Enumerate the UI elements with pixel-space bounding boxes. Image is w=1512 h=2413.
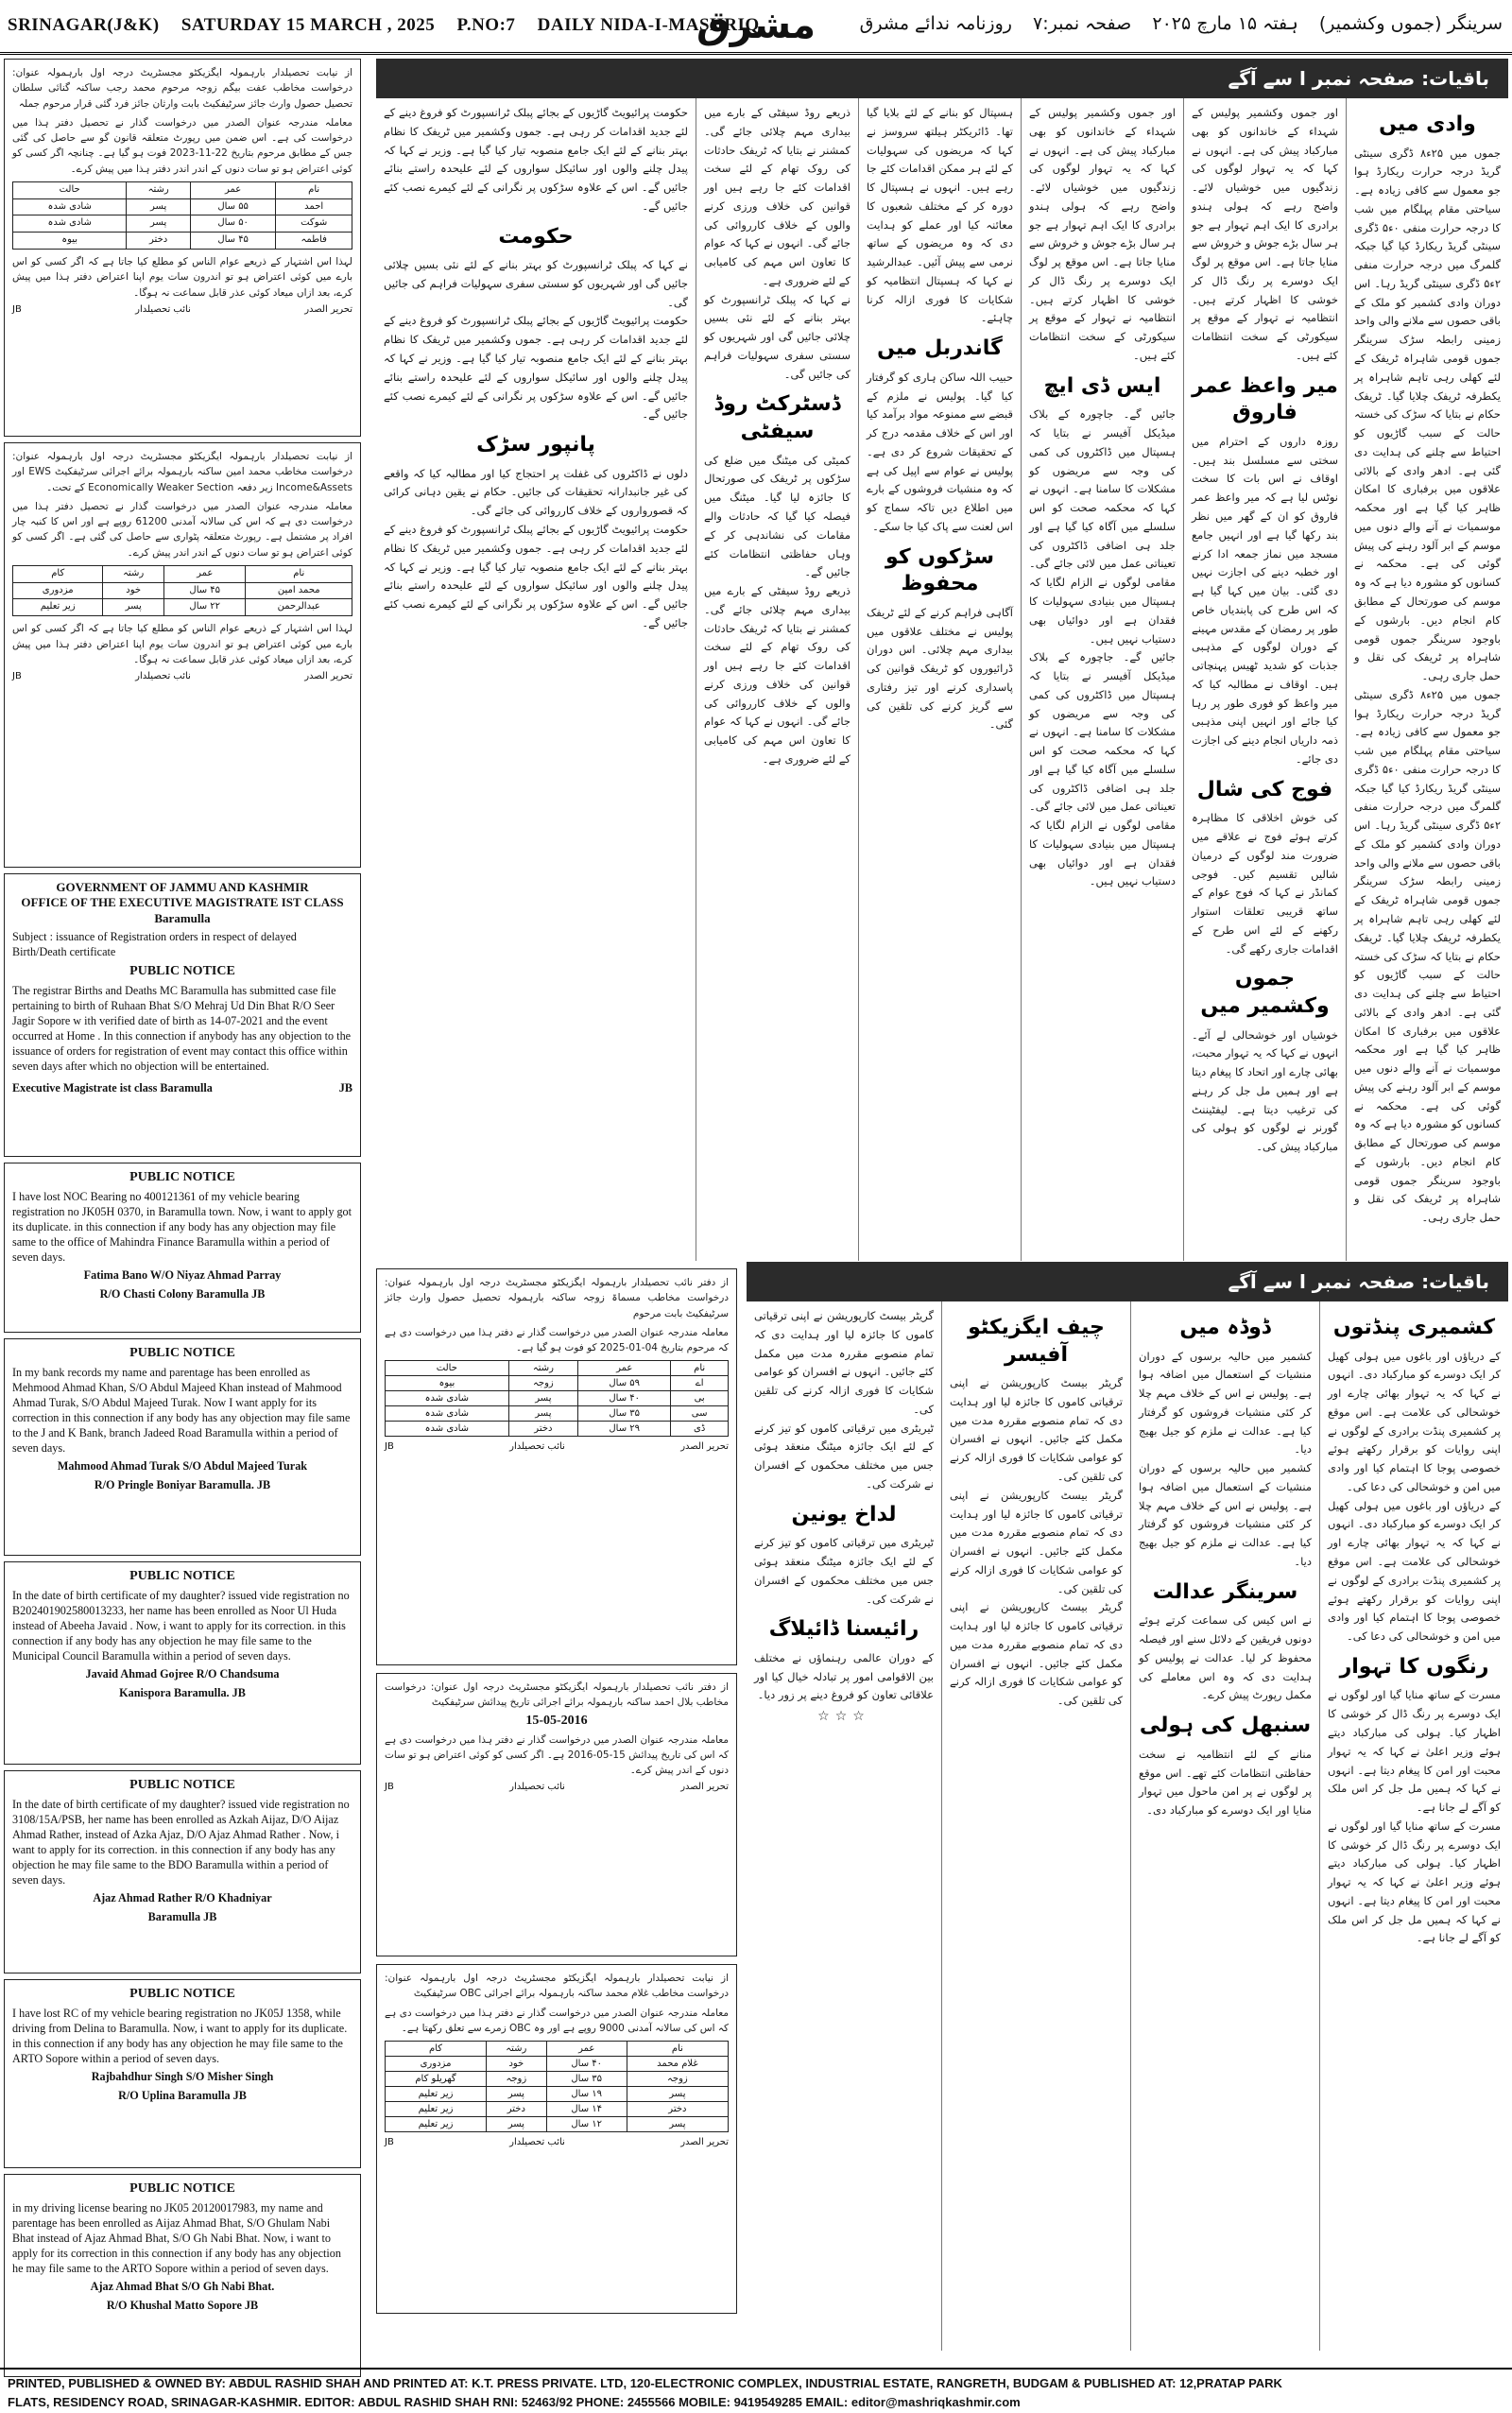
date: SATURDAY 15 MARCH , 2025 <box>180 15 436 35</box>
masthead-right-page: صفحہ نمبر:۷ <box>1033 13 1132 34</box>
table-cell: بی <box>671 1391 729 1406</box>
headline: جموں وکشمیر میں <box>1200 967 1330 1018</box>
table-cell: دختر <box>487 2102 547 2117</box>
table-cell: ۳۵ سال <box>578 1406 671 1422</box>
table-cell: خود <box>487 2057 547 2072</box>
sign-text: تحریر الصدر <box>680 1441 729 1453</box>
paper-name: DAILY NIDA-I-MASHRIQ <box>537 15 760 35</box>
article-text: ٹیریٹری میں ترقیاتی کاموں کو تیز کرنے کے لئے ایک جائزہ میٹنگ منعقد ہوئی جس میں مختلف محکموں کے افسران نے شرکت کی۔ <box>754 1421 934 1491</box>
notice-signature: Ajaz Ahmad Rather R/O Khadniyar <box>93 1891 272 1905</box>
mid-banner: باقیات: صفحہ نمبر ا سے آگے <box>747 1262 1508 1301</box>
table-cell: زیر تعلیم <box>386 2117 487 2132</box>
gov-signature <box>12 1077 352 1096</box>
table-cell: ۱۹ سال <box>546 2087 627 2102</box>
table-cell: زوجہ <box>627 2072 728 2087</box>
article-text: کشمیر میں حالیہ برسوں کے دوران منشیات کے استعمال میں اضافہ ہوا ہے۔ پولیس نے اس کے خلاف مہم چلا کر کئی منشیات فروشوں کو گرفتار کیا ہے۔ عدالت نے ملزم کو جیل بھیج دیا۔ <box>1139 1461 1312 1569</box>
table-row <box>386 2117 729 2132</box>
headline: ڈسٹرکٹ روڈ سیفٹی <box>713 392 841 444</box>
headline: لداخ یونین <box>791 1502 897 1526</box>
headline: چیف ایگزیکٹو آفیسر <box>968 1316 1105 1367</box>
article-text: حبیب اللہ ساکن ہاری کو گرفتار کیا گیا۔ پولیس نے ملزم کے قبضے سے ممنوعہ مواد برآمد کیا اور اس کے خلاف مقدمہ درج کر کے تحقیقات شروع کر دی ہے۔ پولیس نے عوام سے اپیل کی ہے کہ وہ منشیات فروشوں کے بارے میں اطلاع دیں تاکہ سماج کو اس لعنت سے پاک کیا جا سکے۔ <box>867 370 1013 533</box>
classified-notice <box>376 1673 737 1956</box>
table-cell: نام <box>276 181 352 198</box>
table-cell: احمد <box>276 198 352 215</box>
article-text: نے کہا کہ پبلک ٹرانسپورٹ کو بہتر بنانے کے لئے نئی بسیں چلائی جائیں گی اور شہریوں کو سستی سفری سہولیات فراہم کی جائیں گی۔ <box>704 292 850 381</box>
article-text: کشمیر میں حالیہ برسوں کے دوران منشیات کے استعمال میں اضافہ ہوا ہے۔ پولیس نے اس کے خلاف مہم چلا کر کئی منشیات فروشوں کو گرفتار کیا ہے۔ عدالت نے ملزم کو جیل بھیج دیا۔ <box>1139 1349 1312 1456</box>
article-text: گریٹر بیسٹ کارپوریشن نے اپنی ترقیاتی کاموں کا جائزہ لیا اور ہدایت دی کہ تمام منصوبے مقررہ مدت میں مکمل کئے جائیں۔ انہوں نے افسران کو عوامی شکایات کا فوری ازالہ کرنے کی تلقین کی۔ <box>950 1600 1123 1708</box>
public-notice <box>4 2174 361 2377</box>
article-text: کے دریاؤں اور باغوں میں ہولی کھیل کر ایک دوسرے کو مبارکباد دی۔ انہوں نے کہا کہ یہ تہوار بھائی چارے اور خوشحالی کی علامت ہے۔ اس موقع پر کشمیری پنڈت برادری کے لوگوں نے اپنی روایات کو برقرار رکھتے ہوئے خصوصی پوجا کا اہتمام کیا اور وادی میں امن و خوشحالی کی دعا کی۔ <box>1328 1498 1501 1644</box>
article-text: ٹیریٹری میں ترقیاتی کاموں کو تیز کرنے کے لئے ایک جائزہ میٹنگ منعقد ہوئی جس میں مختلف محکموں کے افسران نے شرکت کی۔ <box>754 1536 934 1606</box>
table-cell: محمد امین <box>246 582 352 599</box>
notice-signature: Baramulla JB <box>147 1910 217 1924</box>
top-column-2 <box>1183 98 1346 1261</box>
classified-notice <box>376 1268 737 1665</box>
table-row <box>386 2057 729 2072</box>
notice-text: از نیابت تحصیلدار بارہمولہ ایگزیکٹو مجسٹریٹ درجہ اول بارہمولہ عنوان: درخواست مخاطب غلام محمد ساکنہ بارہمولہ برائے اجرائی OBC سرٹیفکیٹ <box>385 1973 729 2000</box>
sign-title: نائب تحصیلدار <box>135 303 191 315</box>
masthead-right-city: سرینگر (جموں وکشمیر) <box>1318 13 1503 34</box>
gov-line2: OFFICE OF THE EXECUTIVE MAGISTRATE IST CLASS Baramulla <box>21 895 344 925</box>
headline: سرینگر عدالت <box>1152 1579 1298 1604</box>
notice-text: از دفتر نائب تحصیلدار بارہمولہ ایگزیکٹو مجسٹریٹ درجہ اول بارہمولہ عنوان: درخواست مخاطب مسماۃ زوجہ ساکنہ بارہمولہ تحصیل حصول وارث جائز سرٹیفکیٹ بابت مرحوم <box>385 1277 729 1319</box>
notice-body: I have lost NOC Bearing no 400121361 of my vehicle bearing registration no JK05H 0370, in Baramulla town. Now, i want to apply got its duplicate. in this connection if any body has any objection may file same to the office of Mahindra Finance Baramulla within a period of seven days. <box>12 1189 352 1265</box>
article-text: حکومت پرائیویٹ گاڑیوں کے بجائے پبلک ٹرانسپورٹ کو فروغ دینے کے لئے جدید اقدامات کر رہی ہے۔ جموں وکشمیر میں ٹریفک کا نظام بہتر بنانے کے لئے ایک جامع منصوبہ تیار کیا گیا ہے۔ وزیر نے کہا کہ پیدل چلنے والوں اور سائیکل سواروں کے لئے علیحدہ راستے بنائے جائیں گے۔ اس کے علاوہ سڑکوں پر نگرانی کے لئے کیمرے نصب کئے جائیں گے۔ <box>384 314 688 422</box>
table-cell: حالت <box>13 181 127 198</box>
table-cell: خود <box>103 582 164 599</box>
table-cell: عمر <box>546 2042 627 2057</box>
notice-title: PUBLIC NOTICE <box>129 1569 235 1583</box>
article-text: ہسپتال کو بنانے کے لئے بلایا گیا تھا۔ ڈائریکٹر ہیلتھ سروسز نے کہا کہ مریضوں کی سہولیات کے لئے ہر ممکن اقدامات کئے جا رہے ہیں۔ انہوں نے ہسپتال کا دورہ کر کے مختلف شعبوں کا معائنہ کیا اور عملے کو ہدایت دی کہ وہ مریضوں کے ساتھ نرمی سے پیش آئیں۔ عبدالرشید نے کہا کہ ہسپتال انتظامیہ کو شکایات کا فوری ازالہ کرنا چاہئے۔ <box>867 106 1013 325</box>
masthead <box>0 0 1512 55</box>
article-text: آگاہی فراہم کرنے کے لئے ٹریفک پولیس نے مختلف علاقوں میں بیداری مہم چلائی۔ اس دوران ڈرائیوروں کو ٹریفک قوانین کی پاسداری کرنے اور تیز رفتاری سے گریز کرنے کی تلقین کی گئی۔ <box>867 605 1013 732</box>
article-text: حکومت پرائیویٹ گاڑیوں کے بجائے پبلک ٹرانسپورٹ کو فروغ دینے کے لئے جدید اقدامات کر رہی ہے۔ جموں وکشمیر میں ٹریفک کا نظام بہتر بنانے کے لئے ایک جامع منصوبہ تیار کیا گیا ہے۔ وزیر نے کہا کہ پیدل چلنے والوں اور سائیکل سواروں کے لئے علیحدہ راستے بنائے جائیں گے۔ اس کے علاوہ سڑکوں پر نگرانی کے لئے کیمرے نصب کئے جائیں گے۔ <box>384 522 688 629</box>
table-row <box>13 582 352 599</box>
table-cell: پسر <box>627 2087 728 2102</box>
notice-signature: R/O Khushal Matto Sopore JB <box>106 2299 259 2313</box>
sign-text: تحریر الصدر <box>680 2137 729 2148</box>
table-row <box>386 1406 729 1422</box>
top-column-3 <box>1021 98 1183 1261</box>
mid-column-4 <box>747 1301 941 2351</box>
notice-text: از نیابت تحصیلدار بارہمولہ ایگزیکٹو مجسٹریٹ درجہ اول بارہمولہ عنوان: درخواست مخاطب عفت بیگم زوجہ مرحوم محمد رجب ساکنہ گنائی سلطان تحصیل حصول وارث جائز سرٹیفکیٹ بابت وارثان جائز فرد گئی قرار مرحوم جملہ <box>12 67 352 110</box>
article-text: اور جموں وکشمیر پولیس کے شہداء کے خاندانوں کو بھی مبارکباد پیش کی ہے۔ انہوں نے کہا کہ یہ تہوار لوگوں کی زندگیوں میں خوشیاں لائے۔ واضح رہے کہ ہولی ہندو برادری کا ایک اہم تہوار ہے جو ہر سال بڑے جوش و خروش سے منایا جاتا ہے۔ اس موقع پر لوگ ایک دوسرے پر رنگ ڈال کر خوشی کا اظہار کرتے ہیں۔ انتظامیہ نے تہوار کے موقع پر سیکورٹی کے سخت انتظامات کئے ہیں۔ <box>1029 106 1176 362</box>
footer-line1: PRINTED, PUBLISHED & OWNED BY: ABDUL RASHID SHAH AND PRINTED AT: K.T. PRESS PRIVATE. LTD, 120-ELECTRONIC COMPLEX, INDUSTRIAL ESTATE, RANGRETH, BUDGAM & PUBLISHED AT: 12,PRATAP PARK <box>8 2376 1282 2390</box>
notice-signature: R/O Pringle Boniyar Baramulla. JB <box>94 1478 271 1492</box>
signature-row <box>385 2137 729 2147</box>
article-text: اور جموں وکشمیر پولیس کے شہداء کے خاندانوں کو بھی مبارکباد پیش کی ہے۔ انہوں نے کہا کہ یہ تہوار لوگوں کی زندگیوں میں خوشیاں لائے۔ واضح رہے کہ ہولی ہندو برادری کا ایک اہم تہوار ہے جو ہر سال بڑے جوش و خروش سے منایا جاتا ہے۔ اس موقع پر لوگ ایک دوسرے پر رنگ ڈال کر خوشی کا اظہار کرتے ہیں۔ انتظامیہ نے تہوار کے موقع پر سیکورٹی کے سخت انتظامات کئے ہیں۔ <box>1192 106 1338 362</box>
heirs-table <box>12 181 352 250</box>
notice-title: PUBLIC NOTICE <box>129 2181 235 2196</box>
mid-column-1 <box>1319 1301 1508 2351</box>
headline: رنگوں کا تہوار <box>1339 1654 1489 1679</box>
table-cell: پسر <box>508 1391 577 1406</box>
table-cell: ۴۵ سال <box>190 233 275 250</box>
table-row <box>13 565 352 582</box>
notice-text: معاملہ مندرجہ عنوان الصدر میں درخواست گذار نے دفتر ہذا میں درخواست دی ہے کہ اس کی تاریخ پیدائش 15-05-2016 ہے۔ اگر کسی کو کوئی اعتراض ہو تو سات دنوں کے اندر پیش کرے۔ <box>385 1733 730 1777</box>
table-cell: عمر <box>164 565 246 582</box>
notice-body: in my driving license bearing no JK05 20120017983, my name and parentage has been enrolled as Aijaz Ahmad Bhat, S/O Ghulam Nabi Bhat instead of Ajaz Ahmad Bhat, S/O Gh Nabi Bhat. Now, i want to apply for its correction in this connection if any body has any objection he may file same to the ARTO Sopore within a period of seven days. <box>12 2200 341 2276</box>
family-table <box>12 565 352 616</box>
notice-text: از دفتر نائب تحصیلدار بارہمولہ ایگزیکٹو مجسٹریٹ درجہ اول عنوان: درخواست مخاطب بلال احمد ساکنہ بارہمولہ برائے اجرائی تاریخ پیدائش سرٹیفکیٹ <box>385 1681 729 1709</box>
table-cell: غلام محمد <box>627 2057 728 2072</box>
mid-content <box>747 1262 1508 2351</box>
top-column-5 <box>696 98 858 1261</box>
article-text: دلوں نے ڈاکٹروں کی غفلت پر احتجاج کیا اور مطالبہ کیا کہ واقعے کی غیر جانبدارانہ تحقیقات کی جائیں۔ حکام نے یقین دہانی کرائی کہ قصورواروں کے خلاف کارروائی کی جائے گی۔ <box>384 466 688 518</box>
headline: ڈوڈہ میں <box>1179 1316 1271 1339</box>
table-cell: پسر <box>508 1406 577 1422</box>
article-text: منانے کے لئے انتظامیہ نے سخت حفاظتی انتظامات کئے تھے۔ اس موقع پر لوگوں نے پر امن ماحول میں تہوار منایا اور ایک دوسرے کو مبارکباد دی۔ <box>1139 1747 1312 1818</box>
table-cell: رشتہ <box>487 2042 547 2057</box>
sign-text: JB <box>385 2137 394 2148</box>
article-text: جموں میں ۲۵ء۸ ڈگری سینٹی گریڈ درجہ حرارت ریکارڈ ہوا جو معمول سے کافی زیادہ ہے۔ سیاحتی مقام پہلگام میں شب کا درجہ حرارت منفی ۰ء۵ ڈگری سینٹی گریڈ ریکارڈ کیا گیا جبکہ گلمرگ میں درجہ حرارت منفی ۲ء۵ ڈگری سینٹی گریڈ رہا۔ اس دوران وادی کشمیر کو ملک کے باقی حصوں سے ملانے والی واحد زمینی رابطہ سڑک سرینگر جموں قومی شاہراہ ٹریفک کے لئے کھلی رہی تاہم شاہراہ پر یکطرفہ ٹریفک چلایا گیا۔ ٹریفک حکام نے بتایا کہ سڑک کی خستہ حالت کے سبب گاڑیوں کو احتیاط سے چلنے کی ہدایت دی گئی ہے۔ ادھر وادی کے بالائی علاقوں میں برفباری کا امکان ظاہر کیا گیا ہے اور محکمہ موسمیات نے آنے والے دنوں میں موسم کے ابر آلود رہنے کی پیش گوئی کی ہے۔ محکمہ نے کسانوں کو مشورہ دیا ہے کہ وہ موسم کی صورتحال کے مطابق کام انجام دیں۔ بارشوں کے باوجود سرینگر جموں قومی شاہراہ پر ٹریفک کی نقل و حمل جاری رہی۔ <box>1354 687 1502 1225</box>
notice-text: معاملہ مندرجہ عنوان الصدر میں درخواست گذار نے تحصیل دفتر ہذا میں درخواست دی ہے کہ اس کی سالانہ آمدنی 61200 روپے ہے اور اس کا کنبہ چار افراد پر مشتمل ہے۔ رپورٹ متعلقہ پٹواری سے حاصل کی گئی ہے۔ اگر کسی کو کوئی اعتراض ہو تو سات دنوں کے اندر اندر پیش کرے۔ <box>12 500 352 559</box>
gov-line1: GOVERNMENT OF JAMMU AND KASHMIR <box>56 880 309 894</box>
headline: گاندربل میں <box>877 336 1003 361</box>
sign-text: نائب تحصیلدار <box>509 2137 565 2148</box>
headline: سنبھل کی ہولی <box>1139 1714 1312 1738</box>
top-banner: باقیات: صفحہ نمبر ا سے آگے <box>376 59 1508 98</box>
table-cell: پسر <box>103 599 164 616</box>
notice-text: معاملہ مندرجہ عنوان الصدر میں درخواست گذار نے تحصیل دفتر ہذا میں درخواست کی ہے۔ اس ضمن میں رپورٹ متعلقہ قانون گو سے حاصل کی گئی جس کے مطابق مرحوم بتاریخ 22-11-2023 فوت ہو گیا ہے۔ چنانچہ اگر کسی کو کوئی اعتراض ہو تو سات دنوں کے اندر اندر دفتر ہذا میں پیش کرے۔ <box>12 116 352 175</box>
article-text: کے دوران عالمی رہنماؤں نے مختلف بین الاقوامی امور پر تبادلہ خیال کیا اور علاقائی تعاون کو فروغ دینے پر زور دیا۔ <box>754 1650 934 1702</box>
gov-body: The registrar Births and Deaths MC Baramulla has submitted case file pertaining to birth of Ruhaan Bhat S/O Mehraj Ud Din Bhat R/O Seer Jagir Sopore w ith verified date of birth as 14-07-2021 and the event occurred at Home . In this connection if anybody has any objection to the issuance of orders for registration of event may contact this office within seven days after which no objection will be entertained. <box>12 983 352 1074</box>
sign-code: JB <box>12 303 22 315</box>
sign-text: تحریر الصدر <box>680 1782 729 1793</box>
article-text: جائیں گے۔ جاچورہ کے بلاک میڈیکل آفیسر نے بتایا کہ ہسپتال میں ڈاکٹروں کی کمی کی وجہ سے مریضوں کو مشکلات کا سامنا ہے۔ انہوں نے کہا کہ محکمہ صحت کو اس سلسلے میں آگاہ کیا گیا ہے اور جلد ہی اضافی ڈاکٹروں کی تعیناتی عمل میں لائی جائے گی۔ مقامی لوگوں نے الزام لگایا کہ ہسپتال میں بنیادی سہولیات کا فقدان ہے اور دوائیاں بھی دستیاب نہیں ہیں۔ <box>1029 407 1176 646</box>
table-cell: کام <box>13 565 103 582</box>
headline: وادی میں <box>1379 112 1476 136</box>
mid-column-2 <box>1130 1301 1319 2351</box>
table-row <box>386 2087 729 2102</box>
table-cell: پسر <box>127 198 191 215</box>
article-text: مسرت کے ساتھ منایا گیا اور لوگوں نے ایک دوسرے پر رنگ ڈال کر خوشی کا اظہار کیا۔ ہولی کی مبارکباد دیتے ہوئے وزیر اعلیٰ نے کہا کہ یہ تہوار محبت اور امن کا پیغام دیتا ہے۔ انہوں نے کہا کہ ہمیں مل جل کر اس ملک کو آگے لے جانا ہے۔ <box>1328 1818 1501 1945</box>
top-column-4 <box>858 98 1021 1261</box>
top-column-1 <box>1346 98 1508 1261</box>
classified-notice <box>376 1964 737 2314</box>
public-notice <box>4 1770 361 1973</box>
headline: سڑکوں کو محفوظ <box>885 544 994 596</box>
signature-row <box>12 304 352 317</box>
sign-text: JB <box>385 1441 394 1453</box>
sign-code: JB <box>12 671 22 682</box>
table-cell: کام <box>386 2042 487 2057</box>
table-cell: فاطمہ <box>276 233 352 250</box>
table-cell: زیر تعلیم <box>13 599 103 616</box>
sign-label: تحریر الصدر <box>304 671 352 682</box>
table-cell: نام <box>671 1361 729 1376</box>
headline: کشمیری پنڈتوں <box>1332 1316 1496 1339</box>
notice-signature: R/O Uplina Baramulla JB <box>118 2089 247 2103</box>
article-text: گریٹر بیسٹ کارپوریشن نے اپنی ترقیاتی کاموں کا جائزہ لیا اور ہدایت دی کہ تمام منصوبے مقررہ مدت میں مکمل کئے جائیں۔ انہوں نے افسران کو عوامی شکایات کا فوری ازالہ کرنے کی تلقین کی۔ <box>950 1376 1123 1484</box>
notice-title: PUBLIC NOTICE <box>129 1987 235 2001</box>
headline: فوج کی شال <box>1196 777 1333 801</box>
notice-signature: Rajbahdhur Singh S/O Misher Singh <box>91 2070 274 2084</box>
article-text: خوشیاں اور خوشحالی لے آئے۔ انہوں نے کہا کہ یہ تہوار محبت، بھائی چارے اور اتحاد کا پیغام دیتا ہے اور ہمیں مل جل کر رہنے کی ترغیب دیتا ہے۔ لیفٹیننٹ گورنر نے لوگوں کو ہولی کی مبارکباد پیش کی۔ <box>1192 1027 1338 1154</box>
table-cell: گھریلو کام <box>386 2072 487 2087</box>
top-column-6 <box>376 98 696 1261</box>
headline: میر واعظ عمر فاروق <box>1192 373 1338 425</box>
table-cell: پسر <box>487 2117 547 2132</box>
article-text: ذریعے روڈ سیفٹی کے بارے میں بیداری مہم چلائی جائے گی۔ کمشنر نے بتایا کہ ٹریفک حادثات کی روک تھام کے لئے سخت اقدامات کئے جا رہے ہیں اور قوانین کی خلاف ورزی کرنے والوں کے خلاف کارروائی کی جائے گی۔ انہوں نے کہا کہ عوام کا تعاون اس مہم کی کامیابی کے لئے ضروری ہے۔ <box>704 106 850 287</box>
table-row <box>386 2072 729 2087</box>
table-cell: زوجہ <box>508 1376 577 1391</box>
table-cell: زیر تعلیم <box>386 2087 487 2102</box>
logo: مشرق <box>696 4 816 47</box>
public-notice <box>4 1163 361 1333</box>
table-row <box>13 215 352 233</box>
table-cell: اے <box>671 1376 729 1391</box>
table-cell: شادی شدہ <box>386 1406 509 1422</box>
gov-title: PUBLIC NOTICE <box>129 963 235 978</box>
article-text: ذریعے روڈ سیفٹی کے بارے میں بیداری مہم چلائی جائے گی۔ کمشنر نے بتایا کہ ٹریفک حادثات کی روک تھام کے لئے سخت اقدامات کئے جا رہے ہیں اور قوانین کی خلاف ورزی کرنے والوں کے خلاف کارروائی کی جائے گی۔ انہوں نے کہا کہ عوام کا تعاون اس مہم کی کامیابی کے لئے ضروری ہے۔ <box>704 584 850 766</box>
article-text: کمیٹی کی میٹنگ میں ضلع کی سڑکوں پر ٹریفک کی صورتحال کا جائزہ لیا گیا۔ میٹنگ میں فیصلہ کیا گیا کہ حادثات والے مقامات کی نشاندہی کر کے وہاں حفاظتی انتظامات کئے جائیں گے۔ <box>704 453 850 579</box>
table-cell: عمر <box>578 1361 671 1376</box>
table-cell: ۲۹ سال <box>578 1422 671 1437</box>
masthead-right-date: ہفتہ ۱۵ مارچ ۲۰۲۵ <box>1152 13 1298 34</box>
notice-table <box>385 1360 729 1437</box>
notice-body: In my bank records my name and parentage has been enrolled as Mehmood Ahmad Khan, S/O Abdul Majeed Khan instead of Mahmood Ahmad Turak, S/O Abdul Majeed Turak. Now I want apply for its correction in this connection if any body has any objection may file same to the J and K Bank, branch Jadeed Road Baramulla within a period of seven days. <box>12 1365 351 1456</box>
top-content <box>376 59 1508 1261</box>
table-cell: مزدوری <box>13 582 103 599</box>
mid-column-3 <box>941 1301 1130 2351</box>
article-text: روزہ داروں کے احترام میں سختی سے مسلسل بند ہیں۔ اوقاف نے اس بات کا سخت نوٹس لیا ہے کہ میر واعظ عمر فاروق کو ان کے گھر میں نظر بند رکھا گیا ہے اور انہیں جامع مسجد میں نماز جمعہ ادا کرنے اور خطبہ دینے کی اجازت نہیں دی گئی۔ بیان میں کہا گیا ہے کہ اس طرح کی پابندیاں خاص طور پر رمضان کے مقدس مہینے کے دوران لوگوں کے مذہبی جذبات کو شدید ٹھیس پہنچاتی ہیں۔ اوقاف نے مطالبہ کیا کہ میر واعظ کو فوری طور پر رہا کیا جائے اور انہیں اپنی مذہبی ذمہ داریاں انجام دینے کی اجازت دی جائے۔ <box>1192 434 1338 766</box>
table-cell: ۴۰ سال <box>578 1391 671 1406</box>
gov-subject: Subject : issuance of Registration orders in respect of delayed Birth/Death certificate <box>12 929 297 958</box>
notice-title: PUBLIC NOTICE <box>129 1170 235 1184</box>
table-row <box>13 599 352 616</box>
table-cell: ۴۰ سال <box>546 2057 627 2072</box>
table-cell: زیر تعلیم <box>386 2102 487 2117</box>
table-cell: ۳۵ سال <box>546 2072 627 2087</box>
notice-signature: Javaid Ahmad Gojree R/O Chandsuma <box>85 1667 280 1681</box>
table-cell: حالت <box>386 1361 509 1376</box>
article-text: کے دریاؤں اور باغوں میں ہولی کھیل کر ایک دوسرے کو مبارکباد دی۔ انہوں نے کہا کہ یہ تہوار بھائی چارے اور خوشحالی کی علامت ہے۔ اس موقع پر کشمیری پنڈت برادری کے لوگوں نے اپنی روایات کو برقرار رکھتے ہوئے خصوصی پوجا کا اہتمام کیا اور وادی میں امن و خوشحالی کی دعا کی۔ <box>1328 1349 1501 1493</box>
table-row <box>13 233 352 250</box>
notice-text: لہذا اس اشتہار کے ذریعے عوام الناس کو مطلع کیا جاتا ہے کہ اگر کسی کو اس بارے میں کوئی اعتراض ہو تو اندرون سات یوم اپنا اعتراض دفتر ہذا میں پیش کرے، بعد ازاں میعاد کوئی عذر قابل سماعت نہ ہوگا۔ <box>12 256 352 299</box>
article-text: کی خوش اخلاقی کا مظاہرہ کرتے ہوئے فوج نے علاقے میں ضرورت مند لوگوں کے درمیان شالیں تقسیم کیں۔ فوجی کمانڈر نے کہا کہ فوج عوام کے ساتھ قریبی تعلقات استوار رکھنے کے لئے اس طرح کے اقدامات جاری رکھے گی۔ <box>1192 811 1338 956</box>
notice-signature: Kanispora Baramulla. JB <box>119 1686 246 1700</box>
notice-text: از نیابت تحصیلدار بارہمولہ ایگزیکٹو مجسٹریٹ درجہ اول بارہمولہ عنوان: درخواست مخاطب محمد امین ساکنہ بارہمولہ برائے اجرائی سرٹیفکیٹ EWS اور Income&Assets زیر دفعہ Economically Weaker Section کے تحت۔ <box>12 451 352 493</box>
notice-title: PUBLIC NOTICE <box>129 1778 235 1792</box>
masthead-right-paper: روزنامہ ندائے مشرق <box>859 13 1012 34</box>
page-number: P.NO:7 <box>456 15 516 35</box>
headline: ایس ڈی ایچ <box>1043 373 1161 398</box>
table-cell: عمر <box>190 181 275 198</box>
notice-signature: Mahmood Ahmad Turak S/O Abdul Majeed Turak <box>57 1459 308 1474</box>
table-cell: رشتہ <box>127 181 191 198</box>
gov-jb: JB <box>338 1081 352 1095</box>
masthead-left <box>8 15 777 36</box>
article-text: گریٹر بیسٹ کارپوریشن نے اپنی ترقیاتی کاموں کا جائزہ لیا اور ہدایت دی کہ تمام منصوبے مقررہ مدت میں مکمل کئے جائیں۔ انہوں نے افسران کو عوامی شکایات کا فوری ازالہ کرنے کی تلقین کی۔ <box>754 1309 934 1416</box>
signature-row <box>385 1441 729 1452</box>
table-row <box>386 1361 729 1376</box>
notice-signature: Fatima Bano W/O Niyaz Ahmad Parray <box>83 1268 282 1283</box>
table-cell: ۵۰ سال <box>190 215 275 233</box>
table-cell: شادی شدہ <box>13 198 127 215</box>
table-cell: رشتہ <box>103 565 164 582</box>
table-cell: نام <box>246 565 352 582</box>
masthead-right <box>845 13 1503 34</box>
table-cell: ڈی <box>671 1422 729 1437</box>
sign-title: نائب تحصیلدار <box>135 671 191 682</box>
public-notice <box>4 1338 361 1556</box>
government-public-notice <box>4 873 361 1157</box>
table-cell: ۵۹ سال <box>578 1376 671 1391</box>
notice-body: I have lost RC of my vehicle bearing registration no JK05J 1358, while driving from Delina to Baramulla. Now, i want to apply for its duplicate. in this connection if any body has any objection he may file same to the ARTO Sopore within a period of seven days. <box>12 2006 348 2066</box>
article-text: گریٹر بیسٹ کارپوریشن نے اپنی ترقیاتی کاموں کا جائزہ لیا اور ہدایت دی کہ تمام منصوبے مقررہ مدت میں مکمل کئے جائیں۔ انہوں نے افسران کو عوامی شکایات کا فوری ازالہ کرنے کی تلقین کی۔ <box>950 1488 1123 1595</box>
city: SRINAGAR(J&K) <box>8 15 160 35</box>
gov-sign: Executive Magistrate ist class Baramulla <box>12 1081 213 1095</box>
table-cell: شادی شدہ <box>13 215 127 233</box>
public-notice <box>4 1561 361 1765</box>
article-text: جموں میں ۲۵ء۸ ڈگری سینٹی گریڈ درجہ حرارت ریکارڈ ہوا جو معمول سے کافی زیادہ ہے۔ سیاحتی مقام پہلگام میں شب کا درجہ حرارت منفی ۰ء۵ ڈگری سینٹی گریڈ ریکارڈ کیا گیا جبکہ گلمرگ میں درجہ حرارت منفی ۲ء۵ ڈگری سینٹی گریڈ رہا۔ اس دوران وادی کشمیر کو ملک کے باقی حصوں سے ملانے والی واحد زمینی رابطہ سڑک سرینگر جموں قومی شاہراہ ٹریفک کے لئے کھلی رہی تاہم شاہراہ پر یکطرفہ ٹریفک چلایا گیا۔ ٹریفک حکام نے بتایا کہ سڑک کی خستہ حالت کے سبب گاڑیوں کو احتیاط سے چلنے کی ہدایت دی گئی ہے۔ ادھر وادی کے بالائی علاقوں میں برفباری کا امکان ظاہر کیا گیا ہے اور محکمہ موسمیات نے آنے والے دنوں میں موسم کے ابر آلود رہنے کی پیش گوئی کی ہے۔ محکمہ نے کسانوں کو مشورہ دیا ہے کہ وہ موسم کی صورتحال کے مطابق کام انجام دیں۔ بارشوں کے باوجود سرینگر جموں قومی شاہراہ پر ٹریفک کی نقل و حمل جاری رہی۔ <box>1354 146 1502 683</box>
end-stars: ☆☆☆ <box>817 1709 870 1725</box>
notice-title: PUBLIC NOTICE <box>129 1346 235 1360</box>
table-cell: نام <box>627 2042 728 2057</box>
article-text: نے کہا کہ پبلک ٹرانسپورٹ کو بہتر بنانے کے لئے نئی بسیں چلائی جائیں گی اور شہریوں کو سستی سفری سہولیات فراہم کی جائیں گی۔ <box>384 258 688 309</box>
table-row <box>386 1391 729 1406</box>
headline: پانپور سڑک <box>476 433 595 457</box>
article-text: جائیں گے۔ جاچورہ کے بلاک میڈیکل آفیسر نے بتایا کہ ہسپتال میں ڈاکٹروں کی کمی کی وجہ سے مریضوں کو مشکلات کا سامنا ہے۔ انہوں نے کہا کہ محکمہ صحت کو اس سلسلے میں آگاہ کیا گیا ہے اور جلد ہی اضافی ڈاکٹروں کی تعیناتی عمل میں لائی جائے گی۔ مقامی لوگوں نے الزام لگایا کہ ہسپتال میں بنیادی سہولیات کا فقدان ہے اور دوائیاں بھی دستیاب نہیں ہیں۔ <box>1029 650 1176 888</box>
signature-row <box>385 1782 729 1792</box>
left-notices-column <box>4 59 361 2327</box>
table-cell: بیوہ <box>13 233 127 250</box>
table-row <box>13 181 352 198</box>
sign-text: نائب تحصیلدار <box>509 1441 565 1453</box>
sign-text: نائب تحصیلدار <box>509 1782 565 1793</box>
notice-signature: Ajaz Ahmad Bhat S/O Gh Nabi Bhat. <box>90 2280 275 2294</box>
table-row <box>386 1376 729 1391</box>
table-cell: پسر <box>627 2117 728 2132</box>
notice-text: لہذا اس اشتہار کے ذریعے عوام الناس کو مطلع کیا جاتا ہے کہ اگر کسی کو اس بارے میں کوئی اعتراض ہو تو اندرون سات یوم اپنا اعتراض دفتر ہذا میں پیش کرے، بعد ازاں میعاد کوئی عذر قابل سماعت نہ ہوگا۔ <box>12 623 352 665</box>
table-cell: شادی شدہ <box>386 1391 509 1406</box>
imprint-footer <box>0 2368 1512 2413</box>
table-cell: دختر <box>127 233 191 250</box>
table-cell: ۴۵ سال <box>164 582 246 599</box>
table-cell: سی <box>671 1406 729 1422</box>
table-cell: شوکت <box>276 215 352 233</box>
table-cell: زوجہ <box>487 2072 547 2087</box>
urdu-notice-1 <box>4 59 361 437</box>
notice-body: In the date of birth certificate of my daughter? issued vide registration no B202401902580013233, her name has been enrolled as Noor Ul Huda instead of Abeeha Javaid . Now, i want to apply for its correction. in this connection if any body has any objection he may file same to the Municipal Council Baramulla within a period of seven days. <box>12 1588 350 1663</box>
public-notices-list <box>4 1163 361 2377</box>
notice-body: In the date of birth certificate of my daughter? issued vide registration no 3108/15A/PSB, her name has been enrolled as Azkah Aijaz, D/O Aijaz Ahmad Rather, instead of Azka Ajaz, D/O Ajaz Ahmad Rather . Now, i want to apply for its correction. in this connection if any body has any objection he may file same to the BDO Baramulla within a period of seven days. <box>12 1797 350 1887</box>
footer-line2: FLATS, RESIDENCY ROAD, SRINAGAR-KASHMIR. EDITOR: ABDUL RASHID SHAH RNI: 52463/92 PHONE: 2455566 MOBILE: 9419549285 EMAIL: editor@mashriqkashmir.com <box>8 2394 1021 2409</box>
middle-ads-column <box>376 1268 737 2321</box>
signature-row <box>12 671 352 683</box>
notice-text: معاملہ مندرجہ عنوان الصدر میں درخواست گذار نے دفتر ہذا میں درخواست دی ہے کہ مرحوم بتاریخ 04-01-2025 کو فوت ہو گیا ہے۔ <box>385 1326 729 1354</box>
article-text: مسرت کے ساتھ منایا گیا اور لوگوں نے ایک دوسرے پر رنگ ڈال کر خوشی کا اظہار کیا۔ ہولی کی مبارکباد دیتے ہوئے وزیر اعلیٰ نے کہا کہ یہ تہوار محبت اور امن کا پیغام دیتا ہے۔ انہوں نے کہا کہ ہمیں مل جل کر اس ملک کو آگے لے جانا ہے۔ <box>1328 1688 1501 1815</box>
table-cell: دختر <box>508 1422 577 1437</box>
sign-text: JB <box>385 1782 394 1793</box>
headline: حکومت <box>498 224 574 249</box>
table-cell: ۵۵ سال <box>190 198 275 215</box>
top-columns <box>376 98 1508 1261</box>
table-cell: عبدالرحمن <box>246 599 352 616</box>
table-cell: شادی شدہ <box>386 1422 509 1437</box>
table-row <box>13 198 352 215</box>
headline: رائیسنا ڈائیلاگ <box>768 1617 919 1642</box>
notice-signature: R/O Chasti Colony Baramulla JB <box>99 1287 266 1301</box>
urdu-notice-2 <box>4 442 361 868</box>
article-text: حکومت پرائیویٹ گاڑیوں کے بجائے پبلک ٹرانسپورٹ کو فروغ دینے کے لئے جدید اقدامات کر رہی ہے۔ جموں وکشمیر میں ٹریفک کا نظام بہتر بنانے کے لئے ایک جامع منصوبہ تیار کیا گیا ہے۔ وزیر نے کہا کہ پیدل چلنے والوں اور سائیکل سواروں کے لئے علیحدہ راستے بنائے جائیں گے۔ اس کے علاوہ سڑکوں پر نگرانی کے لئے کیمرے نصب کئے جائیں گے۔ <box>384 106 688 213</box>
notice-text: معاملہ مندرجہ عنوان الصدر میں درخواست گذار نے دفتر ہذا میں درخواست دی ہے کہ اس کی سالانہ آمدنی 9000 روپے ہے اور وہ OBC زمرے سے تعلق رکھتا ہے۔ <box>385 2007 729 2034</box>
table-cell: رشتہ <box>508 1361 577 1376</box>
table-row <box>386 2102 729 2117</box>
mid-columns <box>747 1301 1508 2351</box>
table-cell: پسر <box>127 215 191 233</box>
table-cell: پسر <box>487 2087 547 2102</box>
table-row <box>386 2042 729 2057</box>
article-text: نے اس کیس کی سماعت کرتے ہوئے دونوں فریقین کے دلائل سنے اور فیصلہ محفوظ کر لیا۔ عدالت نے پولیس کو ہدایت دی کہ وہ اس معاملے کی مکمل رپورٹ پیش کرے۔ <box>1139 1613 1312 1702</box>
public-notice <box>4 1979 361 2168</box>
table-row <box>386 1422 729 1437</box>
table-cell: ۱۲ سال <box>546 2117 627 2132</box>
table-cell: مزدوری <box>386 2057 487 2072</box>
table-cell: ۲۲ سال <box>164 599 246 616</box>
table-cell: دختر <box>627 2102 728 2117</box>
notice-table <box>385 2041 729 2132</box>
table-cell: ۱۴ سال <box>546 2102 627 2117</box>
table-cell: بیوہ <box>386 1376 509 1391</box>
notice-date: 15-05-2016 <box>525 1713 588 1728</box>
sign-label: تحریر الصدر <box>304 303 352 315</box>
